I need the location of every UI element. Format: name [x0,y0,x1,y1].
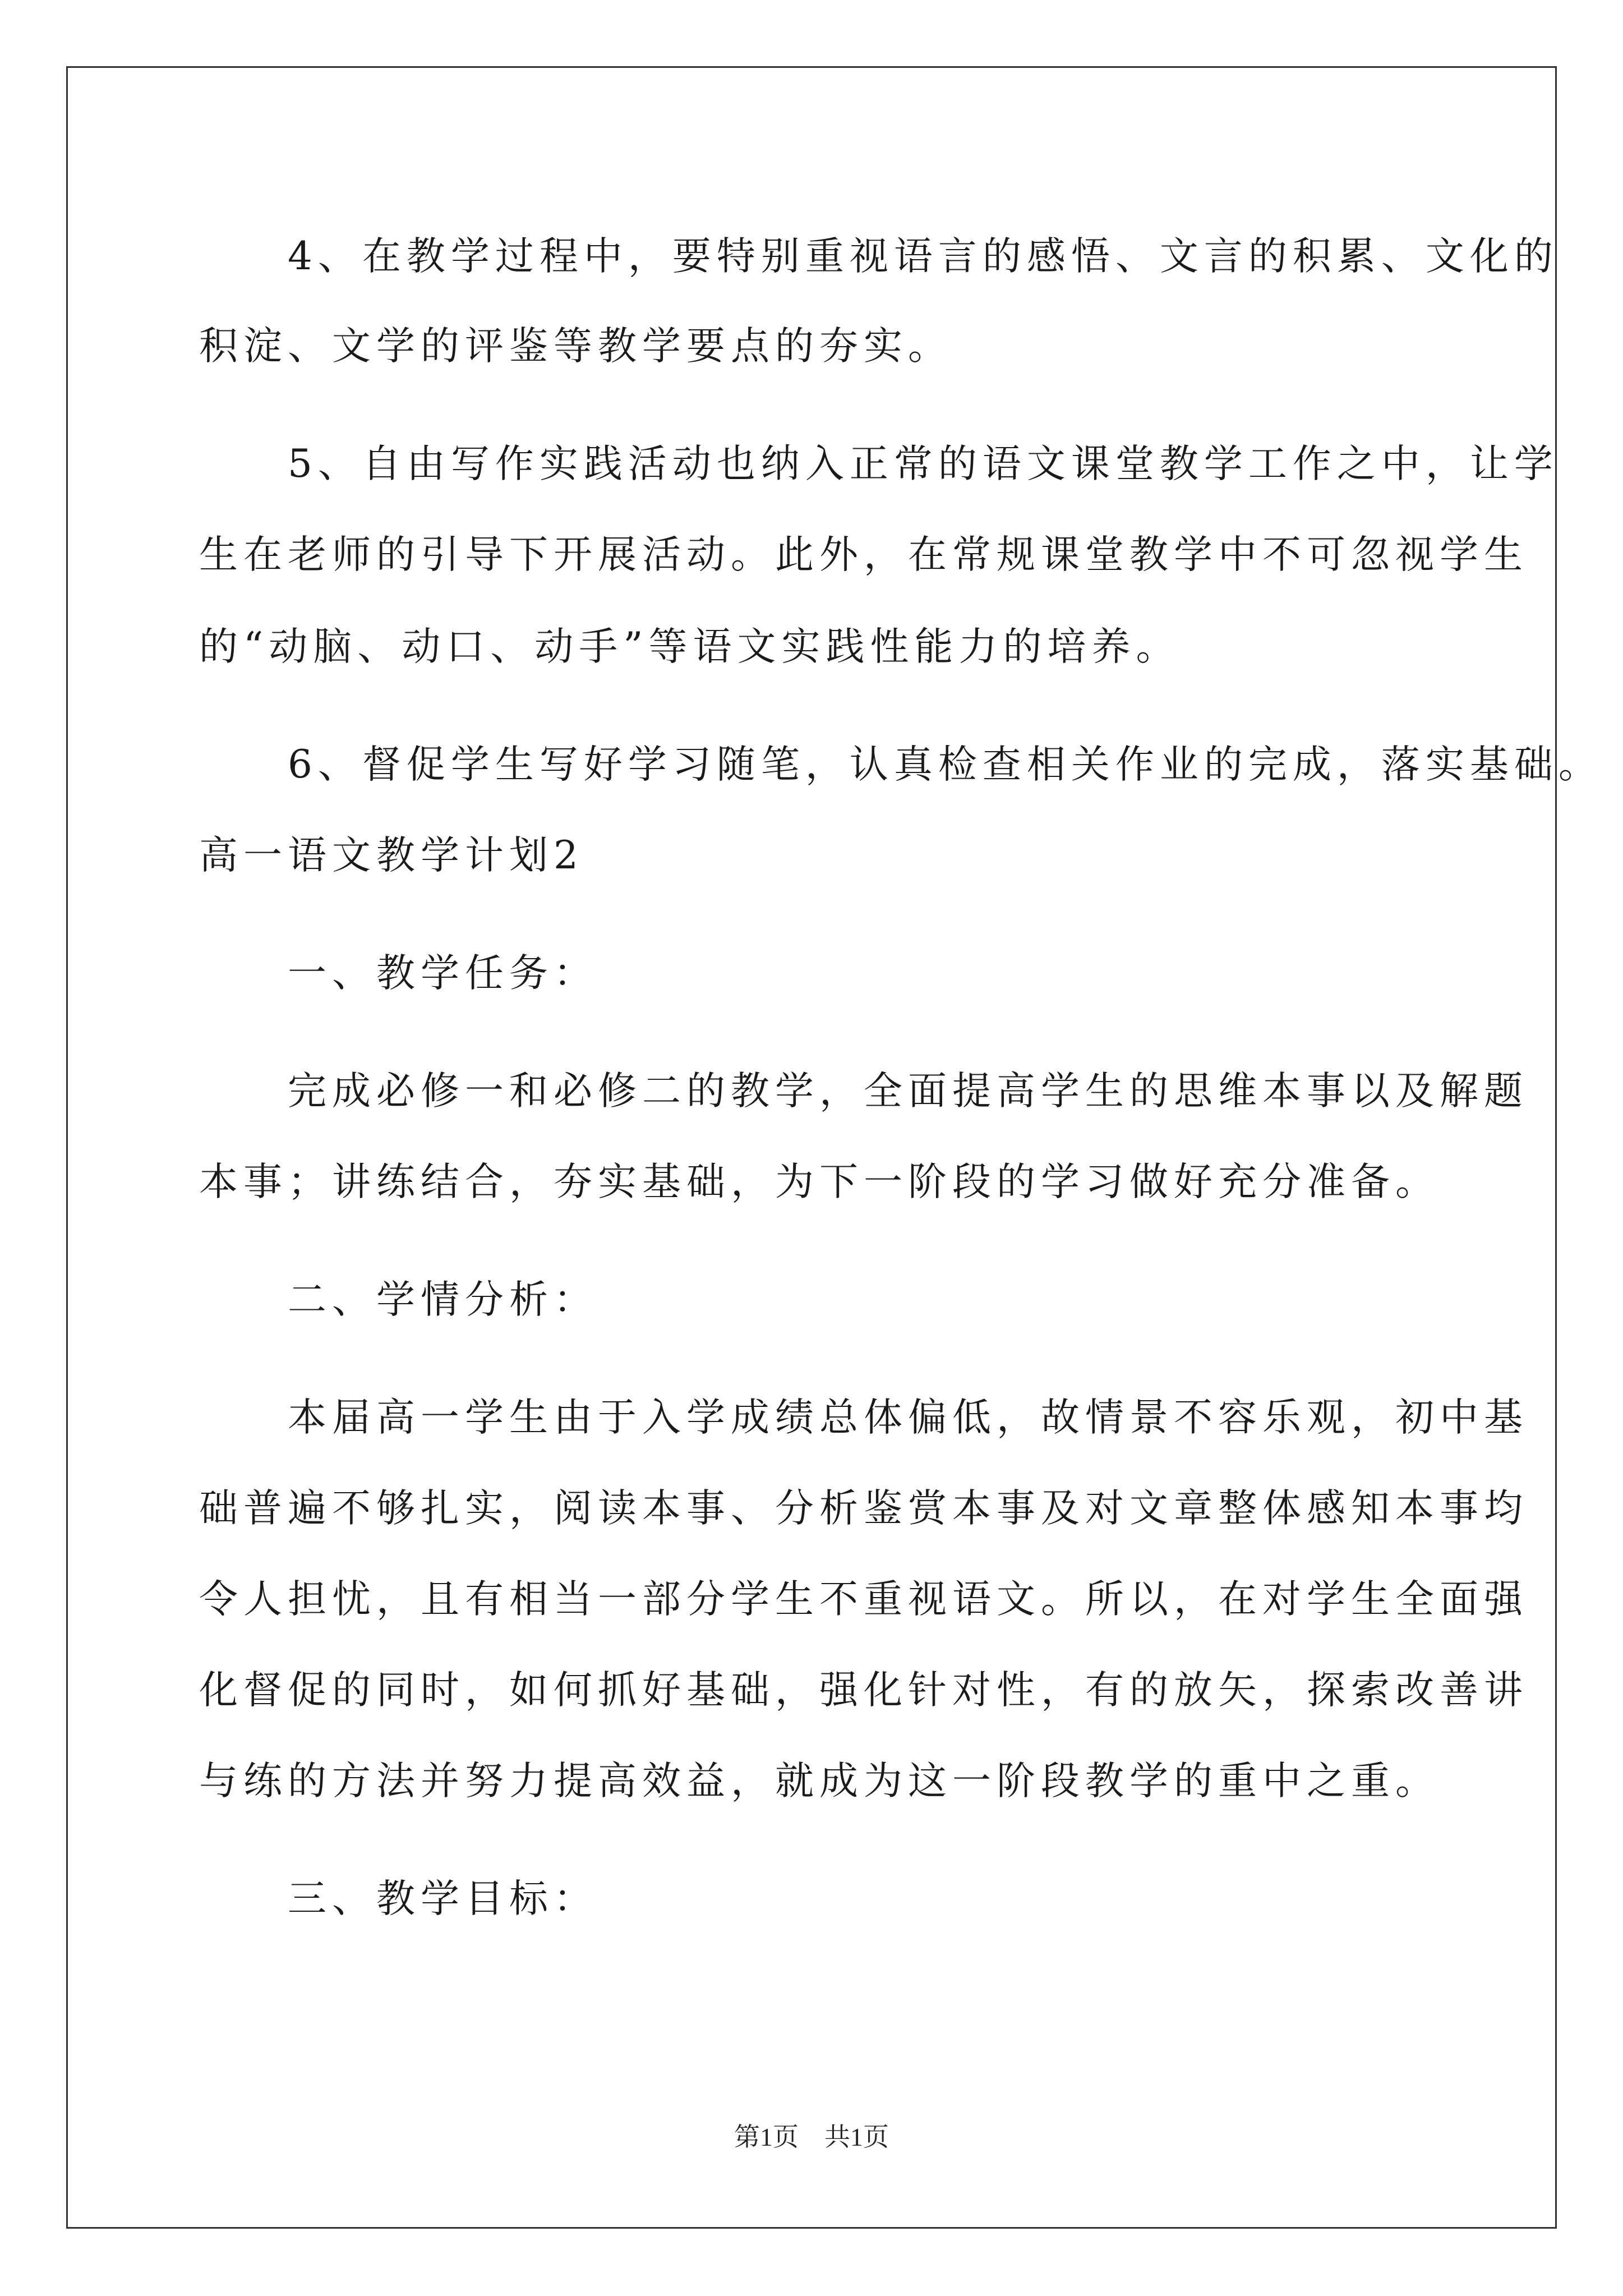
text-line: 生在老师的引导下开展活动。此外，在常规课堂教学中不可忽视学生 [199,532,1528,577]
text-line: 与练的方法并努力提高效益，就成为这一阶段教学的重中之重。 [199,1759,1440,1803]
text-line: 令人担忧，且有相当一部分学生不重视语文。所以，在对学生全面强 [199,1577,1528,1622]
text-line: 本届高一学生由于入学成绩总体偏低，故情景不容乐观，初中基 [199,1395,1528,1440]
text-line: 6、督促学生写好学习随笔，认真检查相关作业的完成，落实基础。 [199,742,1603,787]
text-line: 化督促的同时，如何抓好基础，强化针对性，有的放矢，探索改善讲 [199,1668,1528,1713]
text-line: 完成必修一和必修二的教学，全面提高学生的思维本事以及解题 [199,1069,1528,1114]
text-line: 的“动脑、动口、动手”等语文实践性能力的培养。 [199,624,1181,669]
text-line: 一、教学任务： [199,951,598,996]
text-line: 本事；讲练结合，夯实基础，为下一阶段的学习做好充分准备。 [199,1159,1440,1204]
page-number-footer: 第1页 共1页 [734,2123,889,2151]
text-line: 二、学情分析： [199,1277,598,1322]
text-line: 5、自由写作实践活动也纳入正常的语文课堂教学工作之中，让学 [199,441,1559,486]
text-line: 础普遍不够扎实，阅读本事、分析鉴赏本事及对文章整体感知本事均 [199,1486,1528,1531]
text-line: 积淀、文学的评鉴等教学要点的夯实。 [199,324,952,369]
section-heading: 高一语文教学计划2 [199,833,584,878]
text-line: 三、教学目标： [199,1876,598,1921]
text-line: 4、在教学过程中，要特别重视语言的感悟、文言的积累、文化的 [199,234,1559,279]
